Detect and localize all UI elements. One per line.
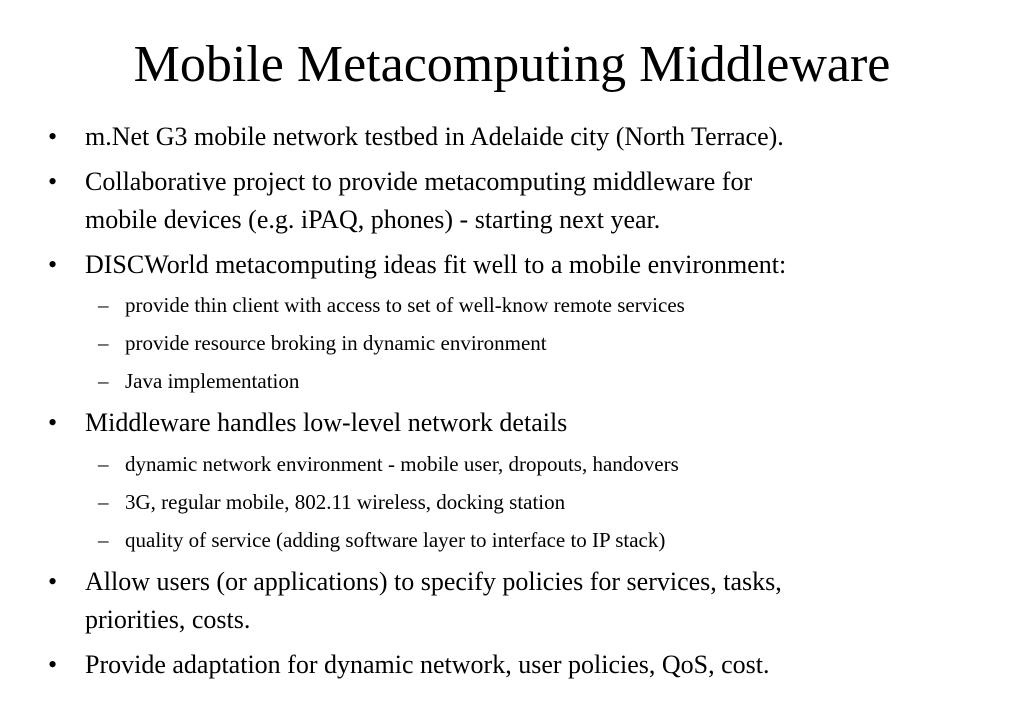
sub-marker: – [98,293,109,317]
bullet-marker: • [48,408,58,437]
bullet-text: Allow users (or applications) to specify policies for services, tasks, [85,567,782,596]
sub-text: provide thin client with access to set of well-know remote services [125,293,685,317]
sub-marker: – [98,369,109,393]
bullet-text: mobile devices (e.g. iPAQ, phones) - starting next year. [85,205,661,234]
bullet-text: Collaborative project to provide metacomputing middleware for [85,167,753,196]
sub-text: 3G, regular mobile, 802.11 wireless, docking station [125,490,566,514]
sub-text: provide resource broking in dynamic environment [125,331,547,355]
sub-text: Java implementation [125,369,300,393]
sub-marker: – [98,452,109,476]
sub-marker: – [98,331,109,355]
slide-title: Mobile Metacomputing Middleware [133,36,891,93]
sub-text: dynamic network environment - mobile user, dropouts, handovers [125,452,679,476]
bullet-text: priorities, costs. [85,605,251,634]
bullet-marker: • [48,167,58,196]
sub-text: quality of service (adding software layer to interface to IP stack) [125,528,666,552]
bullet-text: Provide adaptation for dynamic network, user policies, QoS, cost. [85,650,770,679]
bullet-text: Middleware handles low-level network details [85,408,568,437]
bullet-marker: • [48,250,58,279]
bullet-marker: • [48,567,58,596]
sub-marker: – [98,490,109,514]
bullet-marker: • [48,650,58,679]
bullet-text: m.Net G3 mobile network testbed in Adelaide city (North Terrace). [85,122,784,151]
bullet-marker: • [48,122,58,151]
bullet-text: DISCWorld metacomputing ideas fit well to a mobile environment: [85,250,787,279]
sub-marker: – [98,528,109,552]
